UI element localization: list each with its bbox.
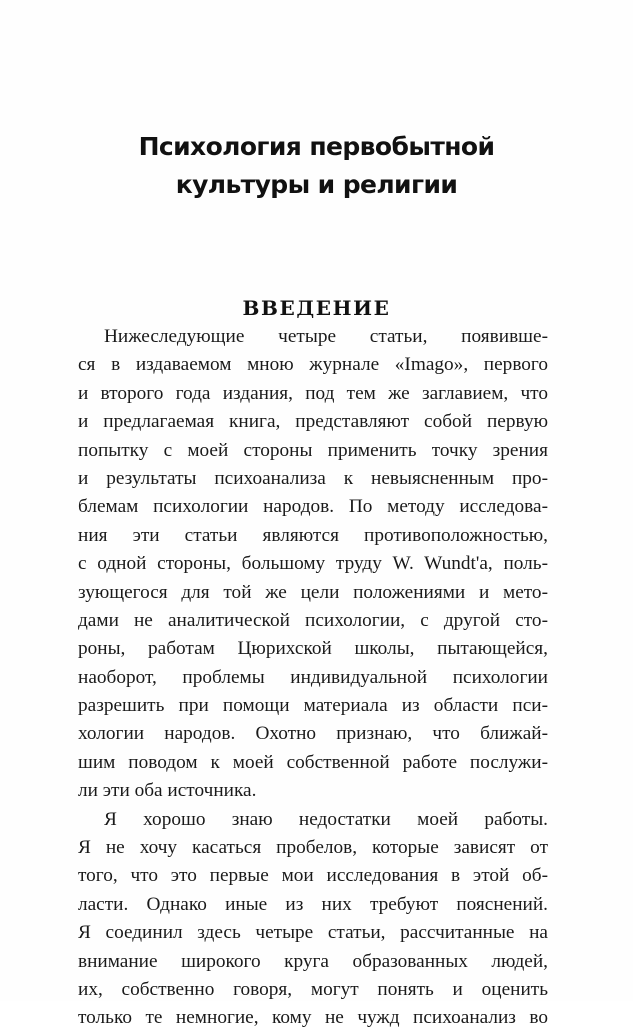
text-line: и результаты психоанализа к невыясненным про- [78, 467, 548, 489]
text-line: дами не аналитической психологии, с другой сто- [78, 609, 548, 631]
body-text [78, 323, 548, 1033]
text-line: Я соединил здесь четыре статьи, рассчитанные на [78, 922, 548, 944]
text-line: Я хорошо знаю недостатки моей работы. [104, 808, 548, 830]
text-line: хологии народов. Охотно признаю, что ближай- [78, 723, 548, 745]
text-line: попытку с моей стороны применить точку зрения [78, 439, 548, 461]
chapter-title-line-1: Психология первобытной [138, 132, 495, 161]
text-line: и предлагаемая книга, представляют собой первую [78, 411, 548, 433]
text-line: Нижеследующие четыре статьи, появивше- [104, 326, 548, 347]
text-line: того, что это первые мои исследования в этой об- [78, 865, 548, 887]
text-line: шим поводом к моей собственной работе послужи- [78, 751, 548, 773]
section-heading: ВВЕДЕНИЕ [242, 296, 391, 320]
text-line: внимание широкого круга образованных людей, [78, 950, 548, 972]
text-line: и второго года издания, под тем же заглавием, что [78, 382, 548, 404]
text-line: зующегося для той же цели положениями и мето- [78, 581, 548, 603]
text-line: роны, работам Цюрихской школы, пытающейся, [78, 638, 548, 660]
text-line: разрешить при помощи материала из области пси- [78, 695, 548, 717]
chapter-title [0, 128, 633, 204]
text-line: наоборот, проблемы индивидуальной психологии [78, 666, 548, 688]
text-line: ласти. Однако иные из них требуют пояснений. [78, 893, 548, 915]
paragraph-1 [78, 323, 548, 806]
text-line: их, собственно говоря, могут понять и оценить [78, 978, 548, 1000]
text-line: ся в издаваемом мною журнале «Imago», первого [78, 354, 548, 376]
text-line: только те немногие, кому не чужд психоанализ во [78, 1007, 548, 1029]
text-line: с одной стороны, большому труду W. Wundt'a, поль- [78, 553, 548, 575]
text-line: Я не хочу касаться пробелов, которые зависят от [78, 837, 548, 859]
text-line: ния эти статьи являются противоположностью, [78, 524, 548, 546]
text-line: ли эти оба источника. [78, 780, 257, 802]
paragraph-2 [78, 806, 548, 1033]
text-line: блемам психологии народов. По методу исследова- [78, 496, 548, 518]
chapter-title-line-2: культуры и религии [175, 170, 458, 199]
